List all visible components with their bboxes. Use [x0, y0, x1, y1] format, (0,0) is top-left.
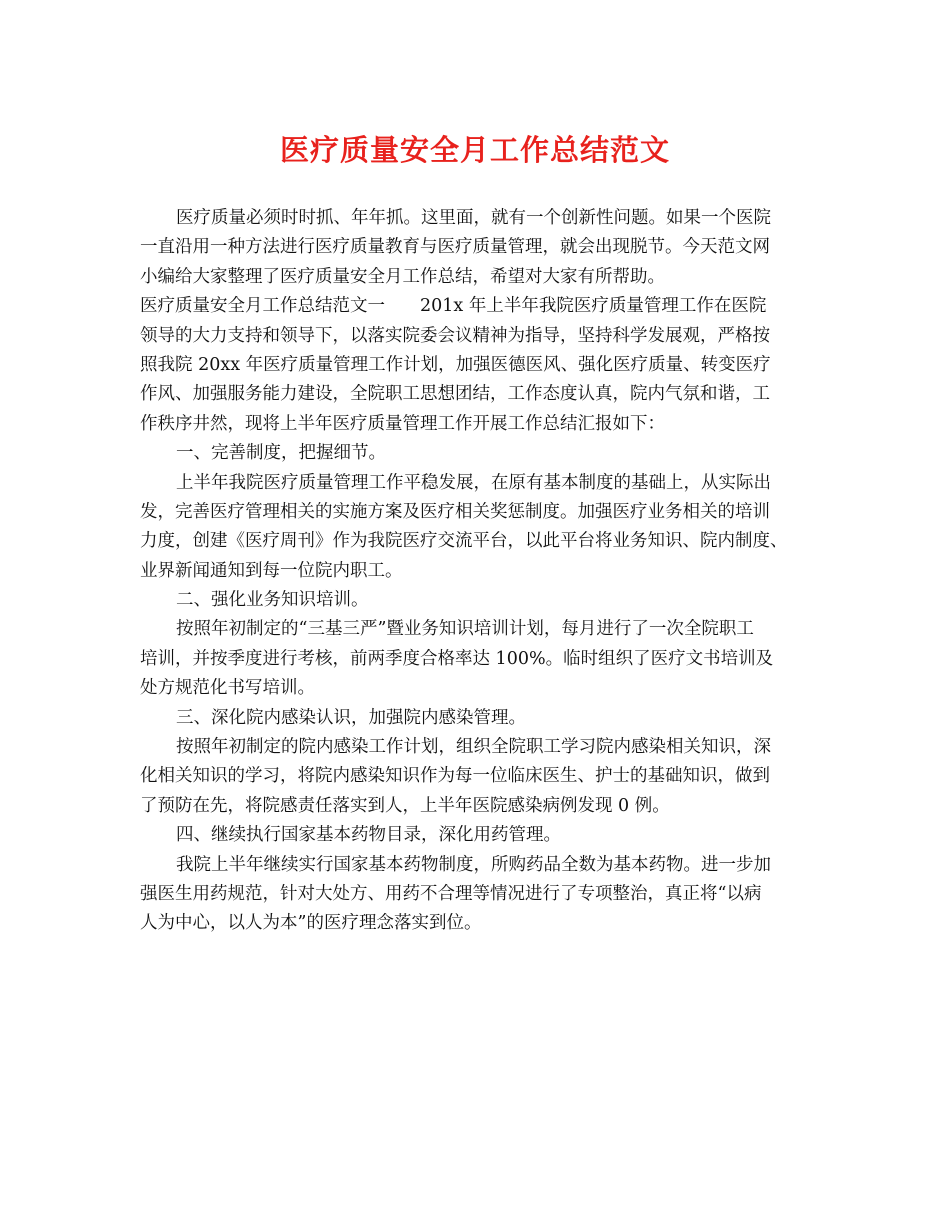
text-line: 医疗质量必须时时抓、年年抓。这里面，就有一个创新性问题。如果一个医院: [176, 208, 771, 228]
text-line: 领导的大力支持和领导下，以落实院委会议精神为指导，坚持科学发展观，严格按: [140, 325, 770, 346]
text-line: 发，完善医疗管理相关的实施方案及医疗相关奖惩制度。加强医疗业务相关的培训: [140, 501, 770, 522]
text-line: 一、完善制度，把握细节。: [176, 443, 386, 464]
text-line: 强医生用药规范，针对大处方、用药不合理等情况进行了专项整治，真正将“以病: [140, 883, 762, 904]
text-line: 培训，并按季度进行考核，前两季度合格率达 100%。临时组织了医疗文书培训及: [140, 648, 774, 669]
text-line: 二、强化业务知识培训。: [176, 590, 369, 611]
document-body: [140, 204, 840, 939]
text-line: 作秩序井然，现将上半年医疗质量管理工作开展工作总结汇报如下：: [140, 413, 665, 434]
text-line: 力度，创建《医疗周刊》作为我院医疗交流平台，以此平台将业务知识、院内制度、: [140, 531, 788, 552]
text-line: 化相关知识的学习，将院内感染知识作为每一位临床医生、护士的基础知识，做到: [140, 766, 770, 787]
text-line: 医疗质量安全月工作总结范文一 201x 年上半年我院医疗质量管理工作在医院: [140, 296, 767, 317]
text-line: 照我院 20xx 年医疗质量管理工作计划，加强医德医风、强化医疗质量、转变医疗: [140, 354, 771, 375]
text-line: 人为中心，以人为本”的医疗理念落实到位。: [140, 913, 482, 934]
text-line: 小编给大家整理了医疗质量安全月工作总结，希望对大家有所帮助。: [140, 266, 665, 287]
text-line: 业界新闻通知到每一位院内职工。: [140, 560, 403, 581]
text-line: 我院上半年继续实行国家基本药物制度，所购药品全数为基本药物。进一步加: [176, 854, 771, 875]
text-line: 处方规范化书写培训。: [140, 678, 315, 699]
text-line: 四、继续执行国家基本药物目录，深化用药管理。: [176, 825, 561, 846]
text-line: 一直沿用一种方法进行医疗质量教育与医疗质量管理，就会出现脱节。今天范文网: [140, 237, 770, 258]
document-title: 医疗质量安全月工作总结范文: [279, 133, 670, 167]
text-line: 作风、加强服务能力建设，全院职工思想团结，工作态度认真，院内气氛和谐，工: [140, 384, 770, 405]
text-line: 按照年初制定的“三基三严”暨业务知识培训计划，每月进行了一次全院职工: [176, 619, 754, 640]
text-line: 三、深化院内感染认识，加强院内感染管理。: [176, 707, 526, 728]
text-line: 上半年我院医疗质量管理工作平稳发展，在原有基本制度的基础上，从实际出: [176, 472, 771, 493]
text-line: 按照年初制定的院内感染工作计划，组织全院职工学习院内感染相关知识，深: [176, 737, 771, 758]
text-line: 了预防在先，将院感责任落实到人，上半年医院感染病例发现 0 例。: [140, 795, 670, 816]
